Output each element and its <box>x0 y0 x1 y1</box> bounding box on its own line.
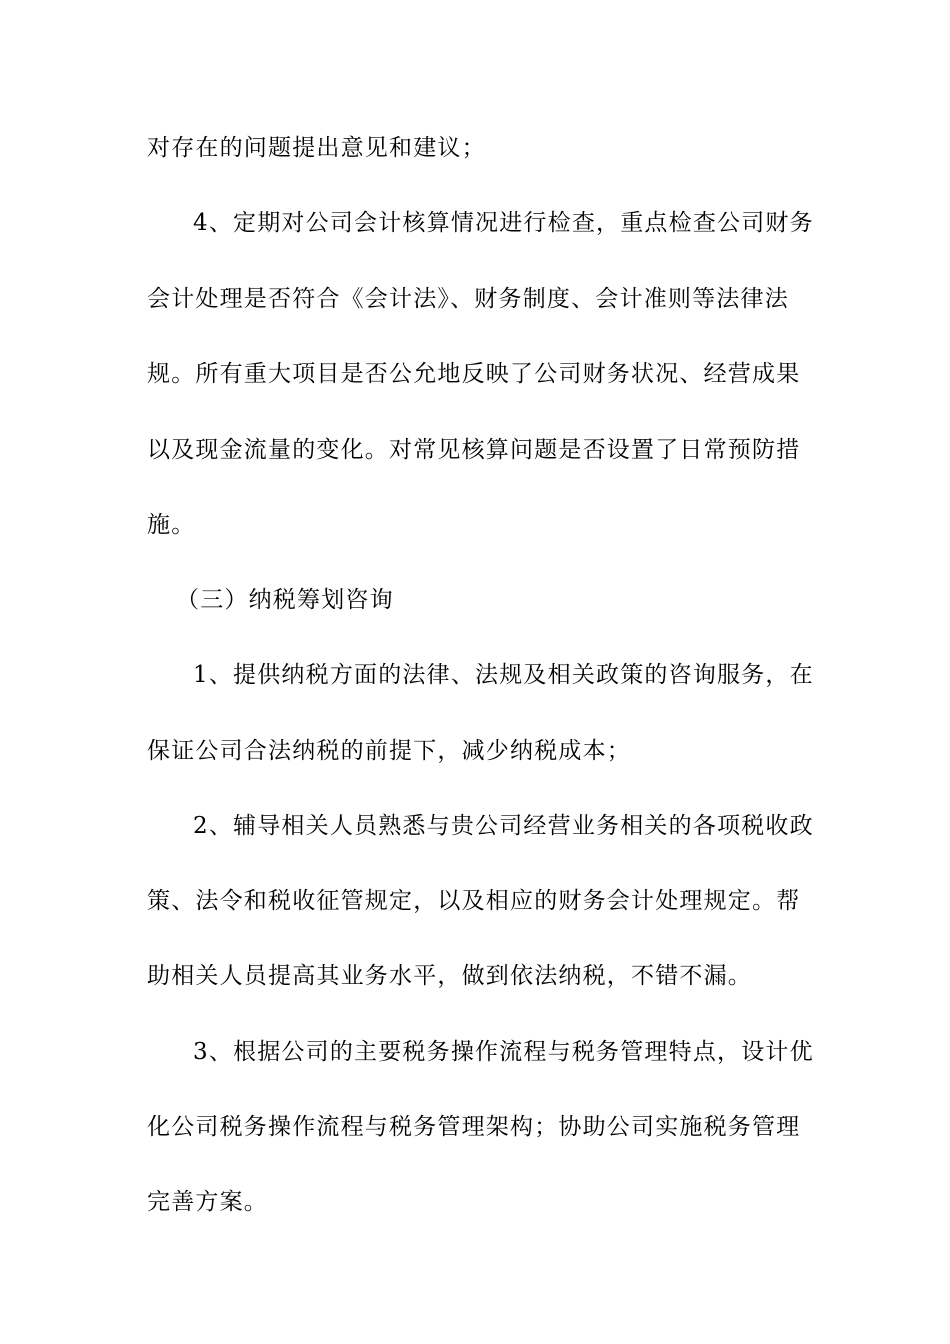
text-line: 规。所有重大项目是否公允地反映了公司财务状况、经营成果 <box>147 361 801 387</box>
text-line: 对存在的问题提出意见和建议； <box>147 135 486 161</box>
text-line: 会计处理是否符合《会计法》、财务制度、会计准则等法律法 <box>147 286 789 312</box>
text-line: 助相关人员提高其业务水平，做到依法纳税，不错不漏。 <box>147 963 752 989</box>
text-line: 策、法令和税收征管规定，以及相应的财务会计处理规定。帮 <box>147 888 801 914</box>
text-line: 以及现金流量的变化。对常见核算问题是否设置了日常预防措 <box>147 437 801 463</box>
text-line: 4、定期对公司会计核算情况进行检查，重点检查公司财务 <box>193 210 814 236</box>
text-line: 2、辅导相关人员熟悉与贵公司经营业务相关的各项税收政 <box>193 813 814 839</box>
text-line: 完善方案。 <box>147 1189 268 1215</box>
text-line: 3、根据公司的主要税务操作流程与税务管理特点，设计优 <box>193 1039 814 1065</box>
text-line: 化公司税务操作流程与税务管理架构；协助公司实施税务管理 <box>147 1114 801 1140</box>
section-heading: （三）纳税筹划咨询 <box>176 587 394 613</box>
text-line: 1、提供纳税方面的法律、法规及相关政策的咨询服务，在 <box>193 662 814 688</box>
text-line: 施。 <box>147 512 196 538</box>
text-line: 保证公司合法纳税的前提下，减少纳税成本； <box>147 738 631 764</box>
